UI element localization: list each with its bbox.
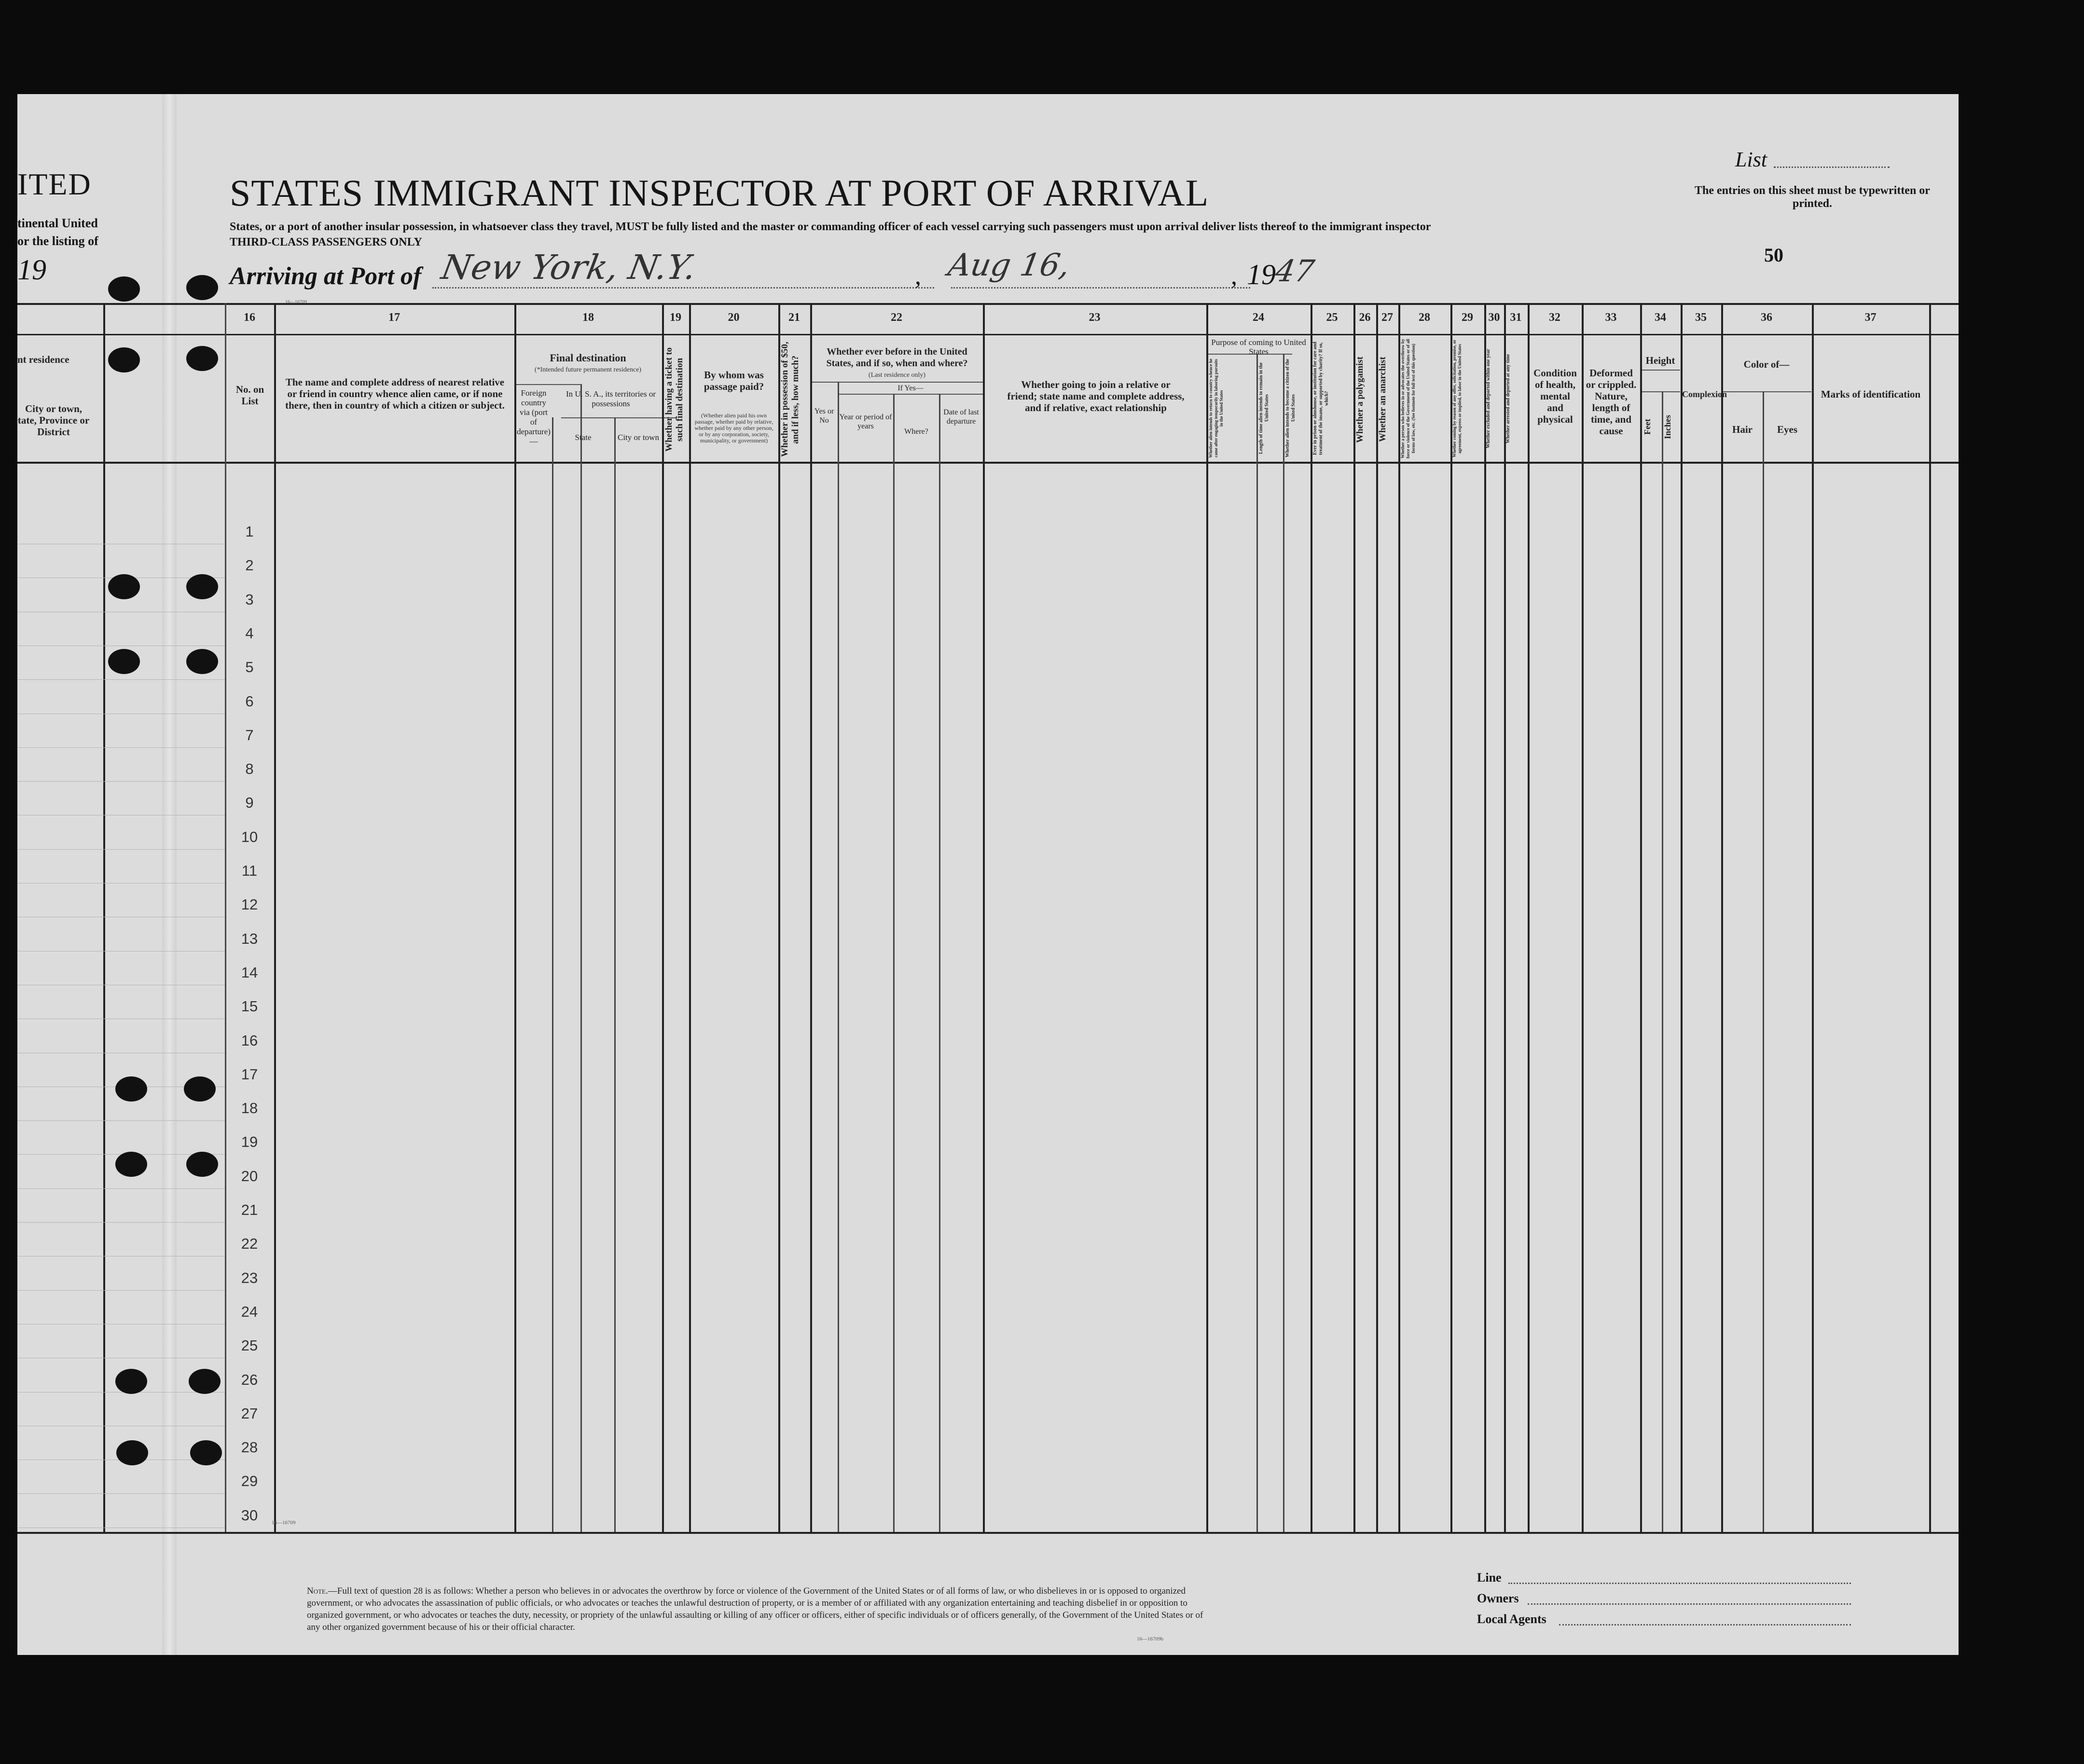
col-35-header: Complexion	[1682, 389, 1727, 399]
punch-hole	[190, 1440, 222, 1465]
row-number: 1	[245, 523, 254, 540]
left-title: ITED	[17, 167, 92, 201]
col-34-title: Height	[1645, 355, 1675, 366]
punch-hole	[186, 649, 218, 674]
punch-hole	[186, 275, 218, 300]
row-number: 10	[241, 828, 258, 845]
row-number: 15	[241, 998, 258, 1015]
residence-label: nt residence	[17, 354, 69, 365]
col-num-24: 24	[1253, 311, 1264, 324]
col-34-feet: Feet	[1642, 419, 1652, 435]
manifest-sheet: ITED tinental United or the listing of 19 STATES IMMIGRANT INSPECTOR AT PORT OF ARRIVAL States, or a port of another insular possession, in whatsoever class they travel, MUST be fully listed and the master or commanding officer of each vessel carrying such passengers must upon arrival deliver lists thereof to the immigrant inspector THIRD-CLASS PASSENGERS ONLY Arriving at Port of New York, N.Y. , Aug 16, , 19 47 List The entries on this sheet must be typewritten or printed. 50 16—16709 16 17 18 19 20 21 22 23 24 25 26 27 28 29 30 31 32 33 34 35 36 37 nt residence City or town, tate, Province or District No. on List The name and complete address of nearest relative or friend in country whence alien came, or if none there, then in country of which a citizen or subject. Final destination (*Intended future permanent residence) Foreign country via (port of departure)— In U. S. A., its territories or possessions State City or town Whether having a ticket to such final destination By whom was passage paid? (Whether alien paid his own passage, whether paid by relative, whether paid by any other person, or by any corporation, society, municipality, or government) Whether in possession of $50, and if less, how much? Whether ever before in the United States, and if so, when and where? (Last residence only) Yes or No If Yes— Year or period of years Where? Date of last departure Whether going to join a relative or friend; state name and complete address, and if relative, exact relationship Purpose of coming to United States Whether alien intends to return to country whence he came after engaging temporarily in laboring pursuits in the United States Length of time alien intends to remain in the United States Whether alien intends to become a citizen of the United States Ever in prison or almshouse, or institution for care and treatment of the insane, or supported by charity? If so, which? Whether a polygamist Whether an anarchist Whether a person who believes in or advocates the overthrow by force or violence of the Government of the United States or of all forms of law, etc. (See footnote for full text of this question) Whether coming by reason of any offer, solicitation, promise, or agreement, express or implied, to labor in the United States Whether excluded and deported within one year Whether arrested and deported at any time Condition of health, mental and physical Deformed or crippled. Nature, length of time, and cause Height Feet Inches Complexion Color of— Hair Eyes Marks of identification 1 2 3 4 5 6 7 8 9 10 11 12 13 14 15 16 17 18 19 20 21 22 23 24 25 26 27 28 29 30 16—16709 Note.—Full text of question 28 is as follows: Whether a person who believes in or advocates the overthrow by force or violence of the Government of the United States or of all forms of law, or who disbelieves in or is opposed to organized government, or who advocates the assassination of public officials, or who advocates or teaches the unlawful destruction of property, or is a member of or affiliated with any organization entertaining and teaching disbelief in or opposition to organized government, or who advocates or teaches the duty, necessity, or propriety of the unlawful assaulting or killing of any officer or officers, either of specific individuals or of officers generally, of the Government of the United States or of any other organized government because of his or their official character. 16—16709b Line Owners Local Agents	[17, 94, 1959, 1655]
row-number: 21	[241, 1201, 258, 1218]
col-26-header: Whether a polygamist	[1355, 356, 1365, 443]
port-handwritten: New York, N.Y.	[438, 248, 700, 287]
col-28-header: Whether a person who believes in or advocates the overthrow by force or violence of the Government of the United States or of all forms of law, etc. (See footnote for full text of this question)	[1400, 339, 1416, 458]
col-23-header: Whether going to join a relative or friend; state name and complete address, and if relative, exact relationship	[1007, 379, 1185, 413]
col-num-31: 31	[1510, 311, 1522, 324]
col-21-header: Whether in possession of $50, and if less, how much?	[780, 342, 800, 457]
punch-hole	[116, 1440, 148, 1465]
instructions: The entries on this sheet must be typewritten or printed.	[1695, 184, 1930, 210]
col-num-17: 17	[388, 311, 400, 324]
row-number: 25	[241, 1337, 258, 1354]
col-32-header: Condition of health, mental and physical	[1533, 367, 1577, 425]
col-33-header: Deformed or crippled. Nature, length of time, and cause	[1586, 367, 1637, 437]
row-rule	[17, 1120, 225, 1121]
arriving-label: Arriving at Port of	[230, 262, 422, 290]
row-number: 7	[245, 726, 254, 744]
row-number: 24	[241, 1303, 258, 1320]
year-handwritten: 47	[1272, 253, 1317, 289]
punch-hole	[186, 1152, 218, 1177]
row-number: 14	[241, 964, 258, 981]
row-number: 27	[241, 1405, 258, 1422]
row-number: 12	[241, 896, 258, 913]
col-24-length: Length of time alien intends to remain in the United States	[1258, 362, 1270, 454]
row-number: 22	[241, 1235, 258, 1253]
city-label: City or town, tate, Province or District	[17, 403, 90, 438]
col-25-header: Ever in prison or almshouse, or institution for care and treatment of the insane, or supported by charity? If so, which?	[1312, 342, 1329, 455]
col-22-subtitle: (Last residence only)	[868, 372, 926, 379]
row-number: 4	[245, 624, 254, 642]
row-number: 13	[241, 930, 258, 947]
col-27-header: Whether an anarchist	[1378, 357, 1388, 442]
row-number: 16	[241, 1032, 258, 1049]
punch-hole	[115, 1369, 147, 1394]
col-num-18: 18	[582, 311, 594, 324]
page-fold	[162, 94, 177, 1655]
col-30-header: Whether excluded and deported within one year	[1486, 349, 1491, 448]
row-number: 26	[241, 1371, 258, 1388]
row-number: 8	[245, 760, 254, 778]
footnote-code: 16—16709b	[1137, 1636, 1163, 1642]
row-number: 19	[241, 1133, 258, 1151]
left-year: 19	[17, 254, 46, 286]
col-num-16: 16	[244, 311, 255, 324]
punch-hole	[115, 1152, 147, 1177]
row-number: 3	[245, 591, 254, 608]
col-num-27: 27	[1381, 311, 1393, 324]
left-subtitle-2: or the listing of	[17, 234, 98, 248]
list-label: List	[1735, 148, 1767, 171]
col-num-25: 25	[1326, 311, 1338, 324]
col-19-header: Whether having a ticket to such final destination	[664, 347, 685, 452]
col-num-35: 35	[1695, 311, 1707, 324]
col-16-header: No. on List	[235, 384, 264, 407]
col-34-inches: Inches	[1663, 415, 1672, 440]
footnote-lead: Note.	[307, 1586, 328, 1596]
col-37-header: Marks of identification	[1821, 388, 1921, 400]
col-29-header: Whether coming by reason of any offer, solicitation, promise, or agreement, express or implied, to labor in the United States	[1452, 339, 1462, 458]
local-agents-label: Local Agents	[1477, 1612, 1546, 1626]
col-36-eyes: Eyes	[1777, 424, 1797, 435]
punch-hole	[189, 1369, 221, 1394]
col-22-where: Where?	[904, 427, 928, 436]
col-22-title: Whether ever before in the United States, and if so, when and where?	[826, 346, 968, 369]
col-num-37: 37	[1864, 311, 1877, 324]
row-rule	[17, 1290, 225, 1291]
row-rule	[17, 747, 225, 748]
row-number: 29	[241, 1473, 258, 1490]
col-num-29: 29	[1462, 311, 1473, 324]
col-22-period: Year or period of years	[839, 413, 892, 430]
col-22-yes-no: Yes or No	[814, 407, 834, 425]
col-24-return: Whether alien intends to return to country whence he came after engaging temporarily in laboring pursuits in the United States	[1208, 358, 1224, 458]
row-rule	[17, 1493, 225, 1494]
class-line: THIRD-CLASS PASSENGERS ONLY	[230, 236, 422, 248]
col-18-subtitle: (*Intended future permanent residence)	[534, 366, 642, 373]
page-title: STATES IMMIGRANT INSPECTOR AT PORT OF ARRIVAL	[230, 172, 1209, 214]
col-num-34: 34	[1655, 311, 1666, 324]
punch-hole	[108, 649, 140, 674]
col-num-33: 33	[1605, 311, 1617, 324]
punch-hole	[115, 1076, 147, 1102]
row-number: 2	[245, 557, 254, 574]
row-number: 5	[245, 659, 254, 676]
row-rule	[17, 1222, 225, 1223]
col-num-28: 28	[1419, 311, 1430, 324]
col-17-header: The name and complete address of nearest relative or friend in country whence alien came, or if none there, then in country of which a citizen or subject.	[285, 376, 505, 411]
date-handwritten: Aug 16,	[945, 248, 1073, 283]
col-num-23: 23	[1089, 311, 1101, 324]
row-number: 11	[241, 862, 258, 879]
col-18-city: City or town	[618, 433, 659, 442]
col-22-if-yes: If Yes—	[897, 384, 924, 392]
col-18-state: State	[575, 433, 592, 442]
row-rule	[17, 679, 225, 680]
punch-hole	[108, 276, 140, 302]
sheet-number: 50	[1764, 244, 1783, 266]
col-num-36: 36	[1761, 311, 1772, 324]
footnote	[307, 1585, 1214, 1633]
left-subtitle-1: tinental United	[17, 216, 98, 230]
col-num-32: 32	[1549, 311, 1560, 324]
col-num-26: 26	[1359, 311, 1371, 324]
row-rule	[17, 781, 225, 782]
col-num-21: 21	[788, 311, 800, 324]
row-number: 9	[245, 794, 254, 812]
col-24-citizen: Whether alien intends to become a citizen of the United States	[1285, 358, 1296, 458]
col-18-title: Final destination	[550, 352, 626, 364]
col-24-title: Purpose of coming to United States	[1211, 338, 1306, 356]
punch-hole	[108, 574, 140, 599]
punch-hole	[186, 346, 218, 371]
col-num-20: 20	[728, 311, 740, 324]
punch-hole	[186, 574, 218, 599]
subtitle: States, or a port of another insular possession, in whatsoever class they travel, MUST be fully listed and the master or commanding officer of each vessel carrying such passengers must upon arrival deliver lists thereof to the immigrant inspector	[230, 220, 1431, 233]
owners-label: Owners	[1477, 1591, 1519, 1605]
row-number: 30	[241, 1506, 258, 1524]
col-20-subtitle: (Whether alien paid his own passage, whether paid by relative, whether paid by any other person, or by any corporation, society, municipality, or government)	[694, 412, 773, 444]
col-18-foreign: Foreign country via (port of departure)—	[517, 388, 551, 446]
col-num-30: 30	[1488, 311, 1500, 324]
year-prefix: 19	[1247, 259, 1276, 290]
row-number: 23	[241, 1269, 258, 1286]
tiny-form-code: 16—16709	[285, 300, 307, 305]
line-label: Line	[1477, 1571, 1502, 1585]
col-18-usa: In U. S. A., its territories or possessions	[566, 389, 656, 408]
punch-hole	[184, 1076, 216, 1102]
col-36-hair: Hair	[1732, 424, 1753, 435]
row-number: 17	[241, 1065, 258, 1083]
row-form-code: 16—16709	[272, 1520, 296, 1526]
row-rule	[17, 849, 225, 850]
col-num-22: 22	[891, 311, 902, 324]
punch-hole	[108, 347, 140, 372]
row-rule	[17, 1188, 225, 1189]
row-number: 20	[241, 1167, 258, 1185]
row-number: 6	[245, 692, 254, 710]
footnote-text: —Full text of question 28 is as follows: Whether a person who believes in or advocates the overthrow by force or violence of the Government of the United States or of all forms of law, or who disbelieves in or is opposed to organized government, or who advocates the assassination of public officials, or who advocates or teaches the unlawful destruction of property, or is a member of or affiliated with any organization entertaining and teaching disbelief in or opposition to organized government, or who advocates or teaches the duty, necessity, or propriety of the unlawful assaulting or killing of any officer or officers, either of specific individuals or of officers generally, of the Government of the United States or of any other organized government because of his or their official character.	[307, 1586, 1203, 1632]
col-31-header: Whether arrested and deported at any time	[1505, 354, 1511, 443]
row-number: 28	[241, 1439, 258, 1456]
col-22-date: Date of last departure	[943, 408, 979, 426]
col-36-title: Color of—	[1743, 358, 1790, 370]
col-20-title: By whom was passage paid?	[704, 369, 764, 392]
row-number: 18	[241, 1100, 258, 1117]
col-num-19: 19	[670, 311, 681, 324]
